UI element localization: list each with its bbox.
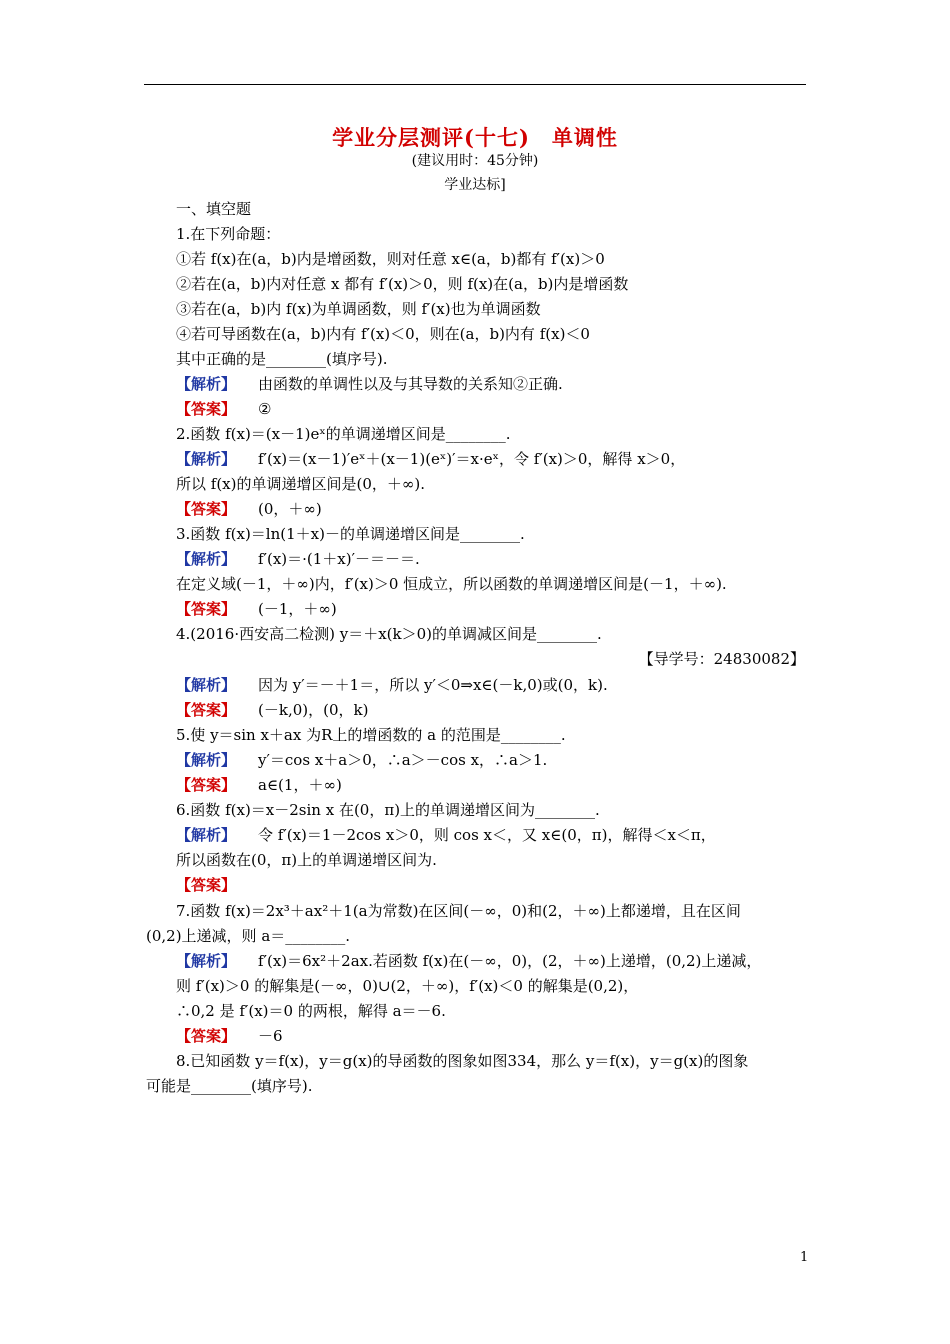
q6-analysis-cont: 所以函数在(0，π)上的单调递增区间为. bbox=[176, 851, 437, 869]
answer-tag: 【答案】 bbox=[176, 500, 237, 518]
page-number: 1 bbox=[800, 1250, 809, 1265]
q6-answer bbox=[176, 875, 236, 895]
header-rule bbox=[144, 84, 806, 85]
q1-answer bbox=[176, 399, 271, 419]
analysis-tag: 【解析】 bbox=[176, 375, 237, 393]
q1-option-1: ①若 f(x)在(a，b)内是增函数，则对任意 x∈(a，b)都有 f′(x)＞0 bbox=[176, 250, 605, 268]
section-label: 学业达标] bbox=[444, 177, 506, 193]
answer-text: ② bbox=[258, 400, 272, 418]
q1-option-3: ③若在(a，b)内 f(x)为单调函数，则 f′(x)也为单调函数 bbox=[176, 300, 541, 318]
analysis-text: f′(x)＝·(1＋x)′－＝－＝. bbox=[258, 550, 420, 568]
answer-tag: 【答案】 bbox=[176, 701, 237, 719]
q1-option-2: ②若在(a，b)内对任意 x 都有 f′(x)＞0，则 f(x)在(a，b)内是增函数 bbox=[176, 275, 629, 293]
answer-tag: 【答案】 bbox=[176, 1027, 237, 1045]
question-2: 2.函数 f(x)＝(x－1)eˣ的单调递增区间是________. bbox=[176, 425, 511, 443]
analysis-text: f′(x)＝6x²＋2ax.若函数 f(x)在(－∞，0)，(2，＋∞)上递增，(0,2)上递减， bbox=[258, 952, 762, 970]
q7-analysis-cont-1: 则 f′(x)＞0 的解集是(－∞，0)∪(2，＋∞)，f′(x)＜0 的解集是(0,2)， bbox=[176, 977, 639, 995]
q3-answer bbox=[176, 599, 337, 619]
question-8: 8.已知函数 y＝f(x)，y＝g(x)的导函数的图象如图334，那么 y＝f(x)，y＝g(x)的图象 bbox=[176, 1052, 749, 1070]
answer-tag: 【答案】 bbox=[176, 600, 237, 618]
q5-analysis bbox=[176, 750, 547, 770]
analysis-text: f′(x)＝(x－1)′eˣ＋(x－1)(eˣ)′＝x·eˣ，令 f′(x)＞0，解得 x＞0， bbox=[258, 450, 686, 468]
analysis-text: y′＝cos x＋a＞0，∴a＞－cos x，∴a＞1. bbox=[258, 751, 548, 769]
q7-answer bbox=[176, 1026, 283, 1046]
answer-tag: 【答案】 bbox=[176, 776, 237, 794]
question-6: 6.函数 f(x)＝x－2sin x 在(0，π)上的单调递增区间为________. bbox=[176, 801, 600, 819]
answer-text: a∈(1，＋∞) bbox=[258, 776, 342, 794]
analysis-text: 由函数的单调性以及与其导数的关系知②正确. bbox=[258, 375, 563, 393]
question-4: 4.(2016·西安高二检测) y＝＋x(k＞0)的单调减区间是________. bbox=[176, 625, 602, 643]
q3-analysis-cont: 在定义域(－1，＋∞)内，f′(x)＞0 恒成立，所以函数的单调递增区间是(－1，＋∞). bbox=[176, 575, 727, 593]
q3-analysis bbox=[176, 549, 420, 569]
question-8-cont: 可能是________(填序号). bbox=[146, 1077, 313, 1095]
q1-option-4: ④若可导函数在(a，b)内有 f′(x)＜0，则在(a，b)内有 f(x)＜0 bbox=[176, 325, 590, 343]
question-3: 3.函数 f(x)＝ln(1＋x)－的单调递增区间是________. bbox=[176, 525, 525, 543]
analysis-tag: 【解析】 bbox=[176, 751, 237, 769]
question-7-cont: (0,2)上递减，则 a＝________. bbox=[146, 927, 351, 945]
analysis-tag: 【解析】 bbox=[176, 676, 237, 694]
answer-tag: 【答案】 bbox=[176, 400, 237, 418]
answer-tag: 【答案】 bbox=[176, 876, 237, 894]
section-heading: 一、填空题 bbox=[176, 200, 252, 218]
q6-analysis bbox=[176, 825, 716, 845]
q1-prompt: 其中正确的是________(填序号). bbox=[176, 350, 388, 368]
answer-text: (－1，＋∞) bbox=[258, 600, 337, 618]
analysis-tag: 【解析】 bbox=[176, 952, 237, 970]
q5-answer bbox=[176, 775, 342, 795]
analysis-tag: 【解析】 bbox=[176, 826, 237, 844]
q1-analysis bbox=[176, 374, 563, 394]
q2-answer bbox=[176, 499, 322, 519]
q7-analysis-cont-2: ∴0,2 是 f′(x)＝0 的两根，解得 a＝－6. bbox=[176, 1002, 446, 1020]
answer-text: －6 bbox=[258, 1027, 283, 1045]
answer-text: (－k,0)，(0，k) bbox=[258, 701, 369, 719]
analysis-text: 因为 y′＝－＋1＝，所以 y′＜0⇒x∈(－k,0)或(0，k). bbox=[258, 676, 608, 694]
question-1: 1.在下列命题： bbox=[176, 225, 281, 243]
question-5: 5.使 y＝sin x＋ax 为R上的增函数的 a 的范围是________. bbox=[176, 726, 566, 744]
q4-analysis bbox=[176, 675, 608, 695]
analysis-text: 令 f′(x)＝1－2cos x＞0，则 cos x＜，又 x∈(0，π)，解得＜x＜π， bbox=[258, 826, 716, 844]
time-note: (建议用时：45分钟) bbox=[411, 153, 539, 169]
q4-answer bbox=[176, 700, 368, 720]
q7-analysis bbox=[176, 951, 761, 971]
analysis-tag: 【解析】 bbox=[176, 550, 237, 568]
answer-text: (0，＋∞) bbox=[258, 500, 322, 518]
page-title: 学业分层测评(十七) 单调性 bbox=[332, 125, 618, 150]
question-7: 7.函数 f(x)＝2x³＋ax²＋1(a为常数)在区间(－∞，0)和(2，＋∞)上都递增，且在区间 bbox=[176, 902, 741, 920]
guide-number: 【导学号：24830082】 bbox=[638, 650, 805, 668]
q2-analysis-cont: 所以 f(x)的单调递增区间是(0，＋∞). bbox=[176, 475, 425, 493]
analysis-tag: 【解析】 bbox=[176, 450, 237, 468]
q2-analysis bbox=[176, 449, 685, 469]
